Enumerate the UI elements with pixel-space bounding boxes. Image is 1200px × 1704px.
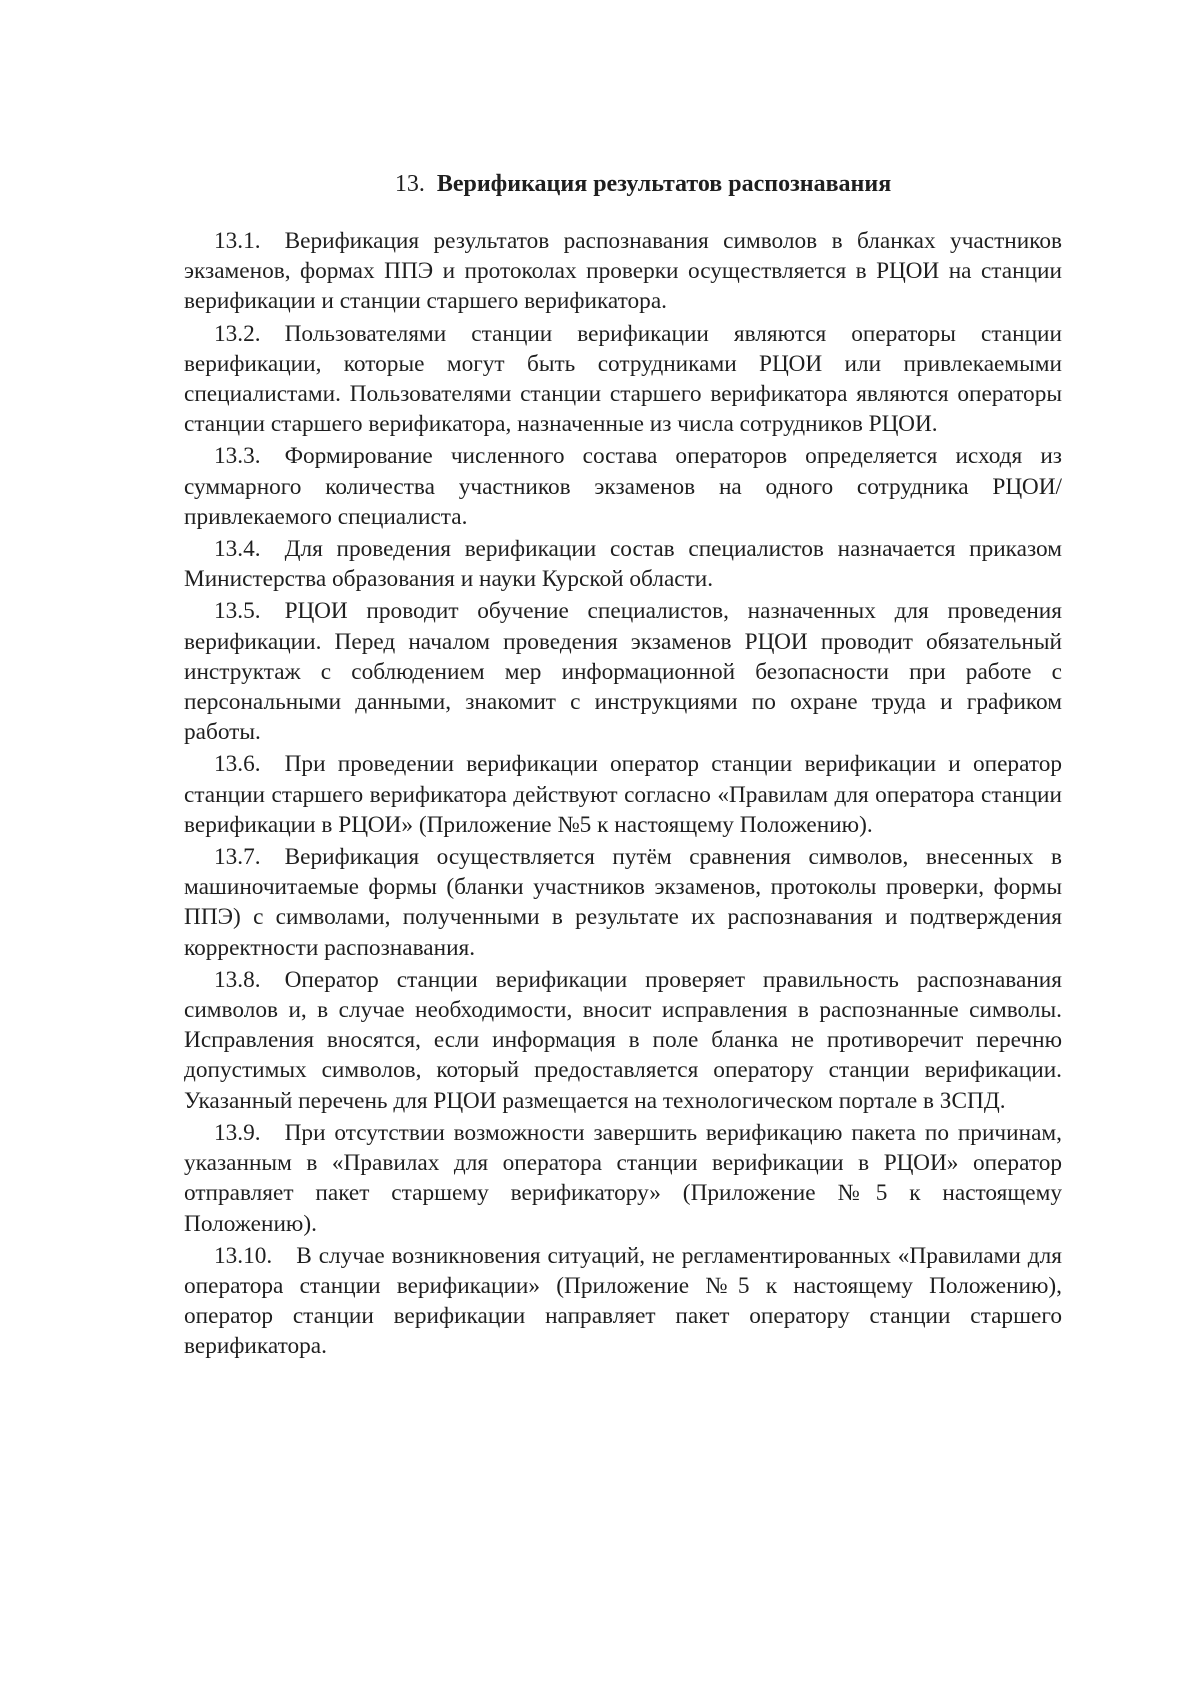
paragraph-13-5 — [184, 596, 1062, 747]
paragraph-number: 13.7. — [214, 844, 261, 871]
paragraph-text: При отсутствии возможности завершить верификацию пакета по причинам, указанным в «Правилах для оператора станции верификации в РЦОИ» оператор отправляет пакет старшему верификатору» (Приложение №5 к настоящему Положению). — [184, 1119, 1062, 1237]
paragraph-text: Формирование численного состава операторов определяется исходя из суммарного количества участников экзаменов на одного сотрудника РЦОИ/привлекаемого специалиста. — [184, 443, 1062, 530]
paragraph-text: Оператор станции верификации проверяет правильность распознавания символов и, в случае необходимости, вносит исправления в распознанные символы. Исправления вносятся, если информация в поле бланка не противоречит перечню допустимых символов, который предоставляется оператору станции верификации. Указанный перечень для РЦОИ размещается на технологическом портале в ЗСПД. — [184, 966, 1062, 1114]
paragraph-13-7 — [184, 842, 1062, 963]
paragraph-13-2 — [184, 319, 1062, 440]
paragraph-text: Пользователями станции верификации являются операторы станции верификации, которые могут быть сотрудниками РЦОИ или привлекаемыми специалистами. Пользователями станции старшего верификатора являются операторы станции старшего верификатора, назначенные из числа сотрудников РЦОИ. — [184, 320, 1062, 438]
paragraph-number: 13.10. — [214, 1242, 273, 1269]
paragraph-number: 13.9. — [214, 1119, 261, 1146]
section-title: Верификация результатов распознавания — [436, 171, 892, 197]
paragraph-text: Верификация результатов распознавания символов в бланках участников экзаменов, формах ППЭ и протоколах проверки осуществляется в РЦОИ на станции верификации и станции старшего верификатора. — [184, 228, 1062, 315]
paragraph-13-10 — [184, 1241, 1062, 1362]
section-number: 13. — [394, 171, 425, 197]
paragraph-number: 13.6. — [214, 751, 261, 778]
paragraph-number: 13.3. — [214, 443, 261, 470]
paragraph-number: 13.4. — [214, 536, 261, 563]
paragraph-text: В случае возникновения ситуаций, не регламентированных «Правилами для оператора станции верификации» (Приложение №5 к настоящему Положению), оператор станции верификации направляет пакет оператору станции старшего верификатора. — [184, 1242, 1062, 1360]
paragraph-text: Верификация осуществляется путём сравнения символов, внесенных в машиночитаемые формы (бланки участников экзаменов, протоколы проверки, формы ППЭ) с символами, полученными в результате их распознавания и подтверждения корректности распознавания. — [184, 844, 1062, 961]
paragraph-13-6 — [184, 749, 1062, 840]
paragraph-13-1 — [184, 226, 1062, 317]
document-content — [184, 168, 1062, 1364]
section-heading — [184, 168, 1062, 200]
paragraph-13-8 — [184, 965, 1062, 1116]
paragraph-text: Для проведения верификации состав специалистов назначается приказом Министерства образования и науки Курской области. — [184, 536, 1062, 593]
paragraph-text: РЦОИ проводит обучение специалистов, назначенных для проведения верификации. Перед началом проведения экзаменов РЦОИ проводит обязательный инструктаж с соблюдением мер информационной безопасности при работе с персональными данными, знакомит с инструкциями по охране труда и графиком работы. — [184, 598, 1062, 746]
paragraph-13-3 — [184, 441, 1062, 532]
paragraph-number: 13.1. — [214, 228, 261, 254]
paragraph-text: При проведении верификации оператор станции верификации и оператор станции старшего верификатора действуют согласно «Правилам для оператора станции верификации в РЦОИ» (Приложение №5 к настоящему Положению). — [184, 751, 1062, 838]
paragraph-13-4 — [184, 534, 1062, 594]
paragraph-number: 13.2. — [214, 320, 261, 347]
paragraph-number: 13.8. — [214, 966, 261, 993]
paragraph-13-9 — [184, 1118, 1062, 1239]
paragraph-number: 13.5. — [214, 598, 261, 625]
